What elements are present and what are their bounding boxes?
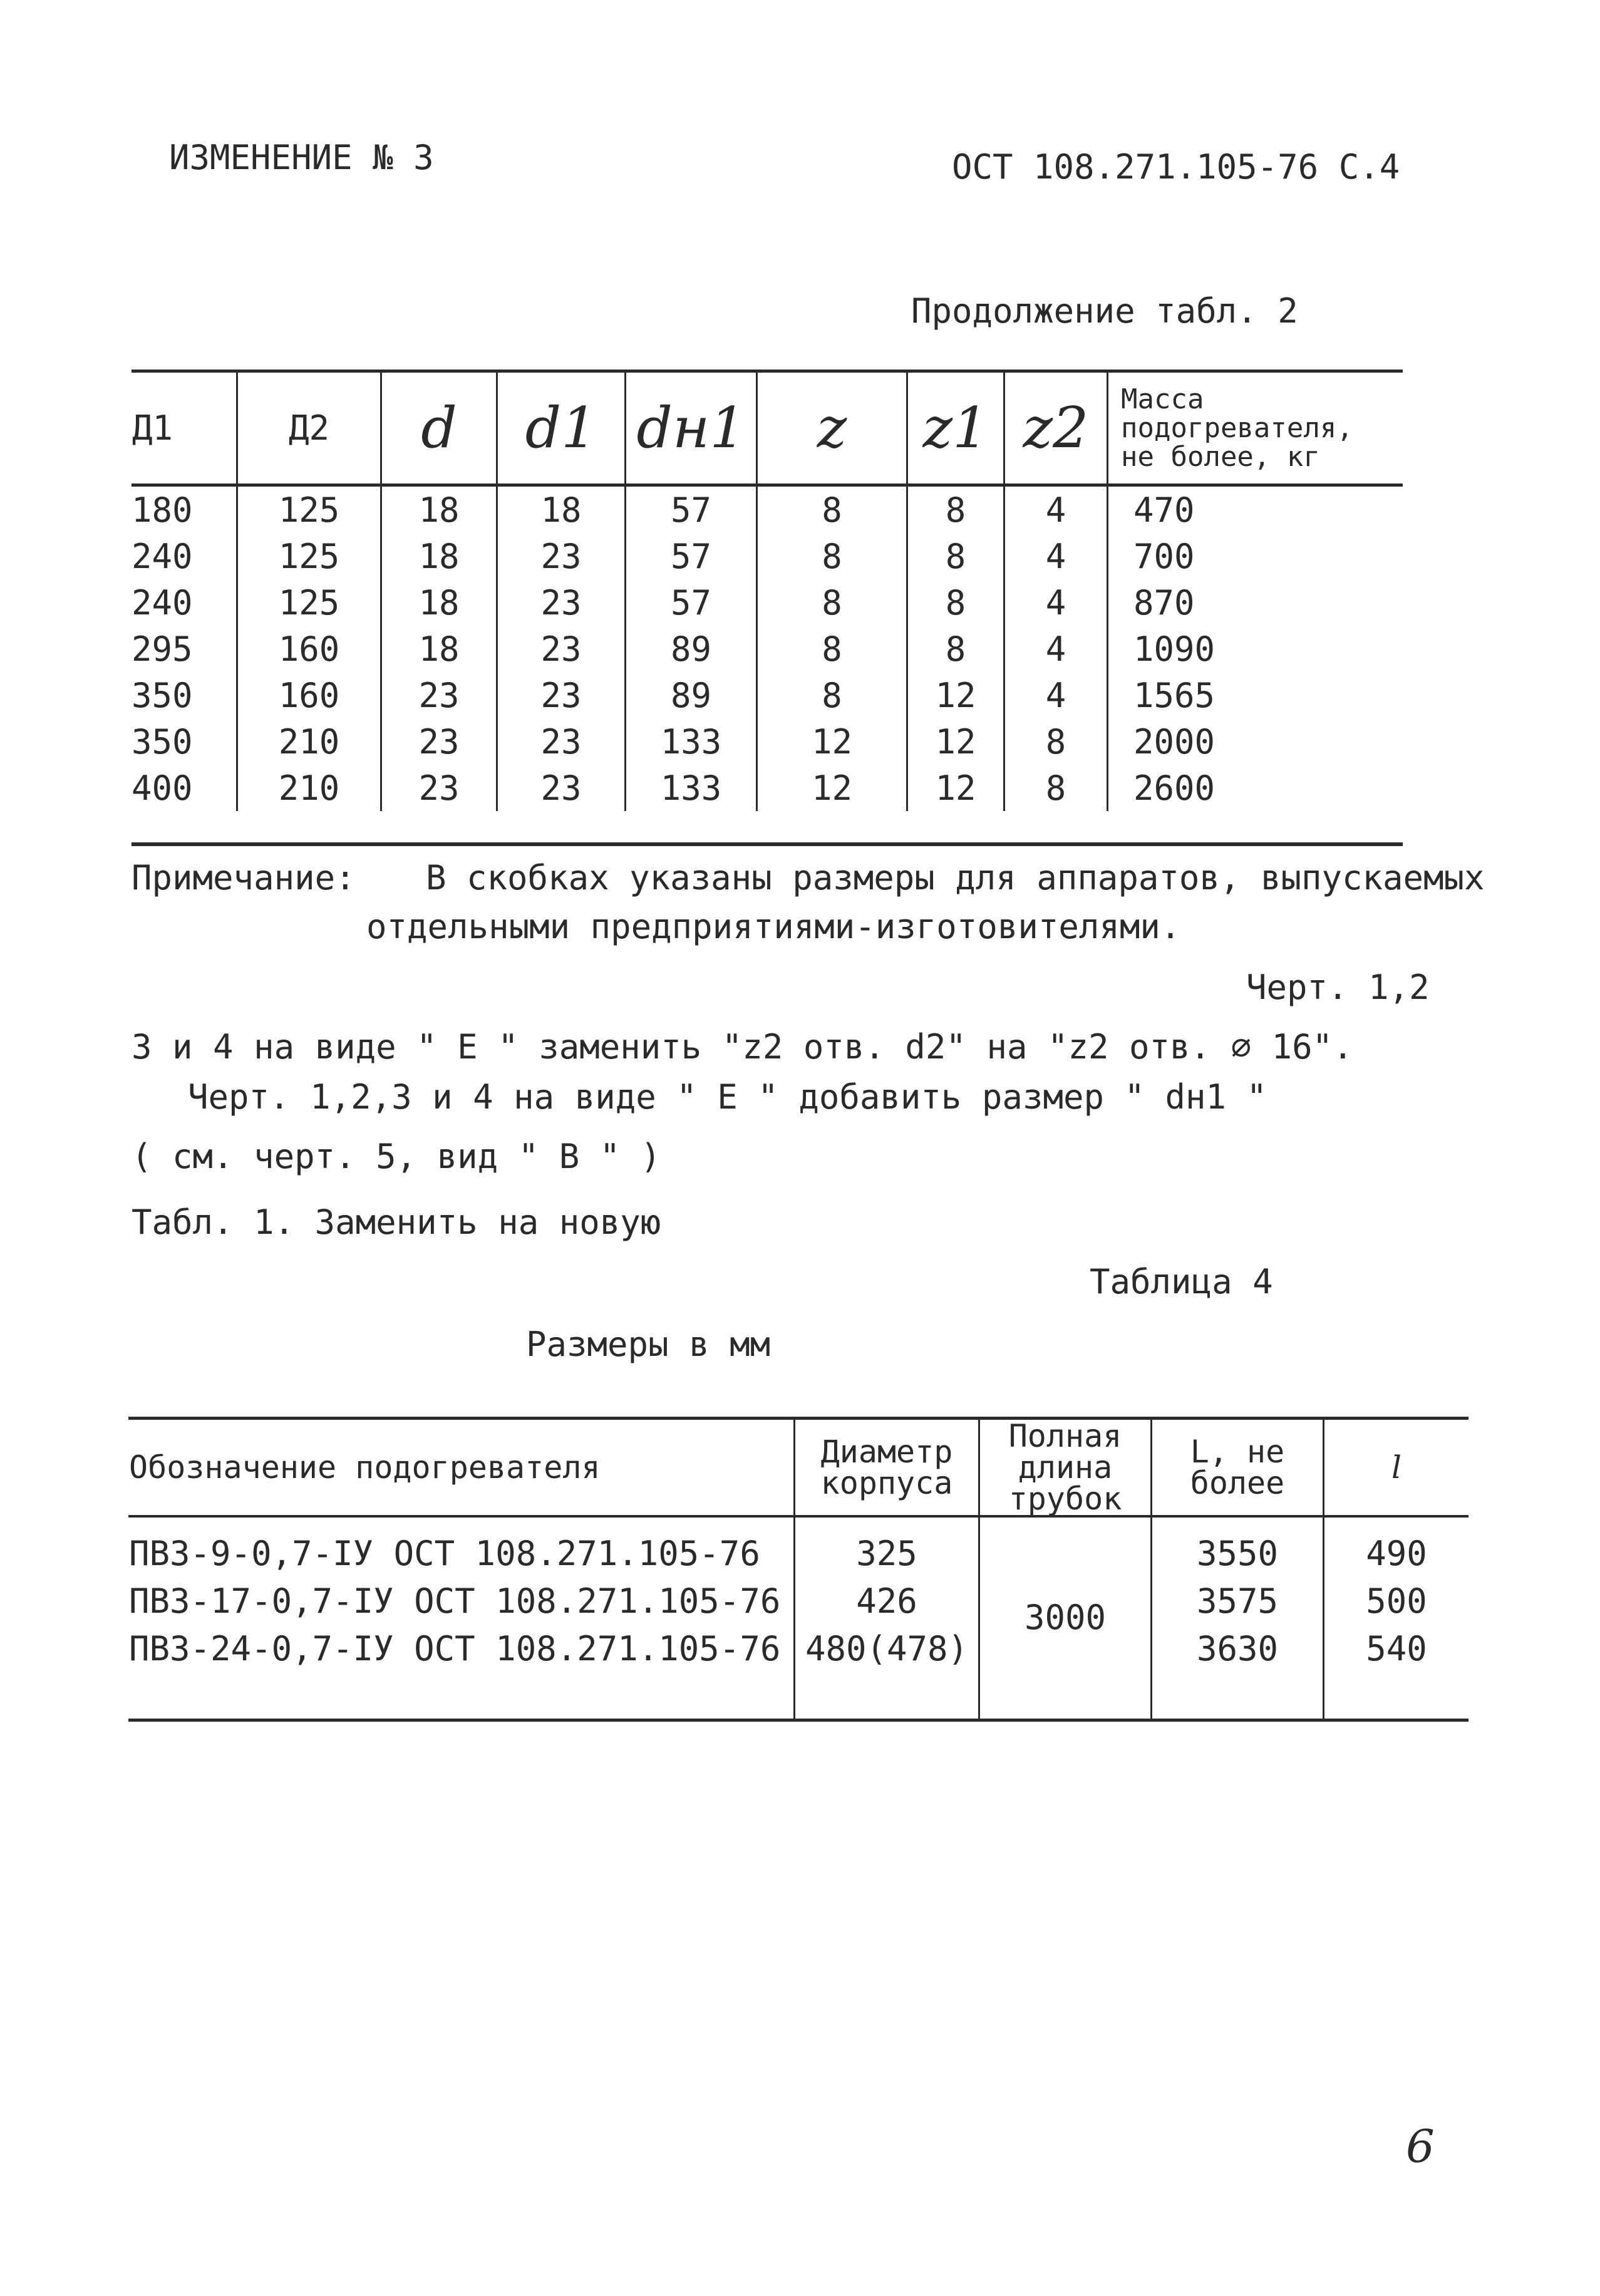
table4-header-row: [128, 1419, 1468, 1517]
col-header-mass: Масса подогревателя, не более, кг: [1108, 371, 1403, 485]
table-row: 400 210 23 23 133 12 12 8 2600: [132, 765, 1403, 811]
designation: ПВ3-9-0,7-IУ ОСТ 108.271.105-76: [129, 1534, 760, 1573]
table-row: 350 160 23 23 89 8 12 4 1565: [132, 672, 1403, 718]
l-cell: 490 500 540: [1324, 1516, 1469, 1720]
L-cell: 3550 3575 3630: [1152, 1516, 1324, 1720]
change-header: ИЗМЕНЕНИЕ № 3: [169, 138, 434, 177]
designation: ПВ3-24-0,7-IУ ОСТ 108.271.105-76: [129, 1629, 781, 1668]
col-header: dн1: [626, 371, 757, 485]
col-header: d1: [497, 371, 626, 485]
table-row: 350 210 23 23 133 12 12 8 2000: [132, 718, 1403, 765]
col-header: Д2: [237, 371, 381, 485]
note-text-line2: отдельными предприятиями-изготовителями.: [366, 907, 1181, 946]
table4: [128, 1417, 1468, 1722]
table-row: 240 125 18 23 57 8 8 4 700: [132, 533, 1403, 579]
table2: [132, 370, 1403, 811]
tube-length-cell: 3000: [979, 1516, 1152, 1720]
table2-caption: Продолжение табл. 2: [911, 291, 1298, 331]
designation: ПВ3-17-0,7-IУ ОСТ 108.271.105-76: [129, 1581, 781, 1621]
table-row: 240 125 18 23 57 8 8 4 870: [132, 579, 1403, 626]
designation-cell: [128, 1516, 795, 1720]
change-instruction-3: ( см. черт. 5, вид " В " ): [132, 1137, 661, 1176]
col-header: z: [757, 371, 907, 485]
col-header: z2: [1004, 371, 1108, 485]
table4-units: Размеры в мм: [526, 1325, 771, 1364]
table-row: 295 160 18 23 89 8 8 4 1090: [132, 626, 1403, 672]
col-header: Обозначение подогревателя: [128, 1419, 795, 1517]
diameter-cell: 325 426 480(478): [795, 1516, 979, 1720]
col-header: Полная длина трубок: [979, 1419, 1152, 1517]
change-instruction-2: Черт. 1,2,3 и 4 на виде " Е " добавить размер " dн1 ": [188, 1077, 1267, 1117]
change-instruction-4: Табл. 1. Заменить на новую: [132, 1202, 661, 1242]
change-instruction-1: 3 и 4 на виде " Е " заменить "z2 отв. d2" на "z2 отв. ∅ 16".: [132, 1027, 1353, 1067]
table4-caption: Таблица 4: [1090, 1262, 1273, 1301]
note-text-line1: В скобках указаны размеры для аппаратов, выпускаемых: [426, 858, 1485, 897]
col-header: L, не более: [1152, 1419, 1324, 1517]
col-header: d: [381, 371, 497, 485]
table2-header-row: [132, 371, 1403, 485]
table-row: [128, 1516, 1468, 1720]
table-row: 180 125 18 18 57 8 8 4 470: [132, 485, 1403, 534]
page-number: 6: [1406, 2120, 1435, 2173]
col-header: l: [1324, 1419, 1469, 1517]
table2-bottom-rule: [132, 842, 1403, 846]
drawing-reference: Черт. 1,2: [1246, 968, 1430, 1007]
col-header: Диаметр корпуса: [795, 1419, 979, 1517]
standard-reference: ОСТ 108.271.105-76 С.4: [952, 147, 1400, 187]
col-header: Д1: [132, 371, 237, 485]
note-label: Примечание:: [132, 858, 356, 897]
col-header: z1: [907, 371, 1004, 485]
